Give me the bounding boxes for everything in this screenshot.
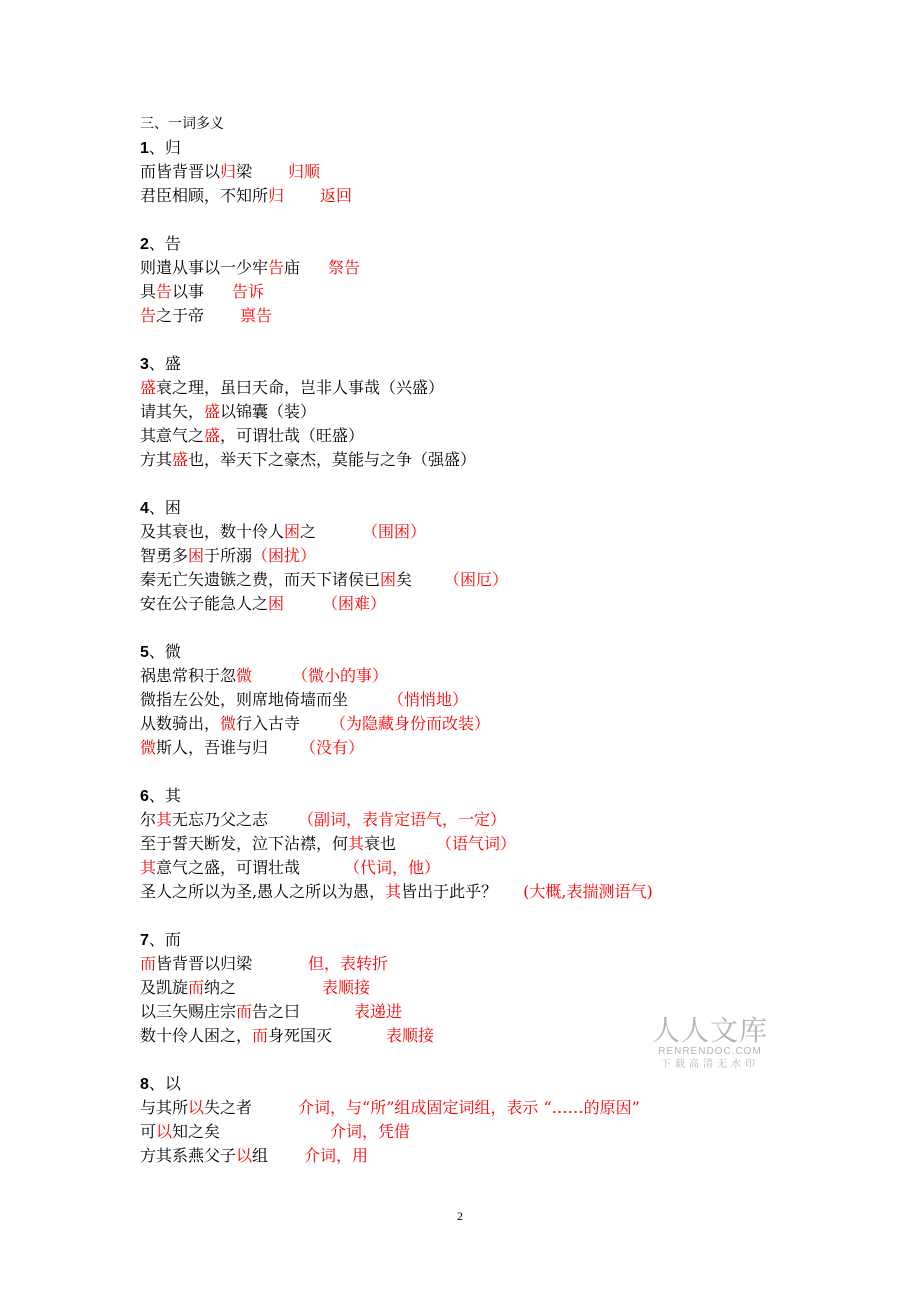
watermark-url: RENRENDOC.COM (658, 1046, 762, 1057)
highlighted-text: 归 (268, 186, 285, 205)
highlighted-text: 困 (380, 570, 397, 589)
sentence-text: 于所溺 (204, 546, 253, 565)
group-character: 而 (164, 930, 181, 949)
example-line (140, 808, 840, 832)
group-number: 7 (140, 932, 149, 949)
group-spacer (140, 904, 840, 928)
highlighted-text: 微 (140, 738, 157, 757)
group-character: 其 (164, 786, 181, 805)
sentence-text: 其意气之 (140, 426, 205, 445)
highlighted-text: 告 (140, 306, 157, 325)
meaning-text: （困厄） (444, 570, 509, 589)
sentence-text: 之 (300, 522, 317, 541)
highlighted-text: 其 (385, 882, 402, 901)
sentence-text: 组 (252, 1146, 269, 1165)
sentence-text: 君臣相顾，不知所 (140, 186, 269, 205)
group-heading: 1、归 (140, 138, 181, 157)
meaning-text: （围困） (362, 522, 427, 541)
example-line (140, 736, 840, 760)
group-character: 微 (164, 642, 181, 661)
meaning-text: 祭告 (328, 258, 361, 277)
highlighted-text: 微 (220, 714, 237, 733)
highlighted-text: 盛 (172, 450, 189, 469)
sentence-text: 纳之 (204, 978, 237, 997)
highlighted-text: 其 (348, 834, 365, 853)
highlighted-text: （困扰） (252, 546, 317, 565)
sentence-text: 皆出于此乎？ (401, 882, 498, 901)
sentence-text: 以三矢赐庄宗 (140, 1002, 237, 1021)
sentence-text: 及其衰也，数十伶人 (140, 522, 285, 541)
highlighted-text: 其 (156, 810, 173, 829)
meaning-text: (大概,表揣测语气) (523, 882, 653, 901)
document-body (140, 112, 840, 1168)
meaning-text: （困难） (322, 594, 387, 613)
sentence-text: 皆背晋以归梁 (156, 954, 253, 973)
sentence-text: 而皆背晋以 (140, 162, 221, 181)
meaning-text: （没有） (300, 738, 365, 757)
example-line (140, 280, 840, 304)
group-character: 困 (164, 498, 181, 517)
sentence-text: 告之曰 (252, 1002, 301, 1021)
sentence-text: 智勇多 (140, 546, 189, 565)
sentence-text: 秦无亡矢遗镞之费，而天下诸侯已 (140, 570, 381, 589)
example-line (140, 688, 840, 712)
group-spacer (140, 760, 840, 784)
example-line (140, 832, 840, 856)
example-line (140, 856, 840, 880)
highlighted-text: 而 (236, 1002, 253, 1021)
group-heading: 3、盛 (140, 354, 181, 373)
highlighted-text: 微 (236, 666, 253, 685)
sentence-text: 从数骑出， (140, 714, 221, 733)
meaning-text: （副词，表肯定语气，一定） (298, 810, 507, 829)
group-number: 1 (140, 140, 149, 157)
watermark-subtitle: 下载高清无水印 (661, 1059, 759, 1070)
sentence-text: 请其矢， (140, 402, 205, 421)
highlighted-text: 归 (220, 162, 237, 181)
sentence-text: 则遣从事以一少牢 (140, 258, 269, 277)
meaning-text: 归顺 (288, 162, 321, 181)
example-line (140, 568, 840, 592)
highlighted-text: 盛 (204, 426, 221, 445)
example-line (140, 184, 840, 208)
word-group (140, 640, 840, 760)
sentence-text: ，可谓壮哉（旺盛） (220, 426, 365, 445)
sentence-text: 斯人，吾谁与归 (156, 738, 269, 757)
group-number: 6 (140, 788, 149, 805)
word-group (140, 496, 840, 616)
sentence-text: 也，举天下之豪杰，莫能与之争（强盛） (188, 450, 477, 469)
example-line (140, 880, 840, 904)
sentence-text: 庙 (284, 258, 301, 277)
example-line (140, 1144, 840, 1168)
group-character: 归 (164, 138, 181, 157)
page-number: 2 (457, 1209, 463, 1223)
example-line (140, 448, 840, 472)
example-line (140, 1096, 840, 1120)
highlighted-text: 盛 (140, 378, 157, 397)
meaning-text: （为隐藏身份而改装） (330, 714, 491, 733)
example-line (140, 376, 840, 400)
example-line (140, 1120, 840, 1144)
sentence-text: 衰也 (364, 834, 397, 853)
sentence-text: 衰之理，虽曰天命，岂非人事哉（兴盛） (156, 378, 445, 397)
highlighted-text: 以 (236, 1146, 253, 1165)
group-number: 5 (140, 644, 149, 661)
meaning-text: （代词，他） (344, 858, 441, 877)
sentence-text: 祸患常积于忽 (140, 666, 237, 685)
word-group (140, 1072, 840, 1168)
example-line (140, 256, 840, 280)
highlighted-text: 困 (268, 594, 285, 613)
sentence-text: 行入古寺 (236, 714, 301, 733)
section-title: 三、一词多义 (140, 116, 224, 132)
sentence-text: 圣人之所以为圣,愚人之所以为愚， (140, 882, 386, 901)
group-number: 8 (140, 1076, 149, 1093)
group-number: 3 (140, 356, 149, 373)
example-line (140, 160, 840, 184)
sentence-text: 矣 (396, 570, 413, 589)
group-heading: 6、其 (140, 786, 181, 805)
meaning-text: （语气词） (436, 834, 517, 853)
meaning-text: 表顺接 (322, 978, 371, 997)
sentence-text: 可 (140, 1122, 157, 1141)
sentence-text: 意气之盛，可谓壮哉 (156, 858, 301, 877)
meaning-text: 告诉 (232, 282, 265, 301)
meaning-text: 介词，与“所”组成固定词组，表示 “……的原因” (298, 1098, 640, 1117)
group-character: 以 (164, 1074, 181, 1093)
sentence-text: 与其所 (140, 1098, 189, 1117)
meaning-text: 表顺接 (386, 1026, 435, 1045)
sentence-text: 安在公子能急人之 (140, 594, 269, 613)
group-number: 4 (140, 500, 149, 517)
highlighted-text: 困 (284, 522, 301, 541)
sentence-text: 至于誓天断发，泣下沾襟，何 (140, 834, 349, 853)
group-spacer (140, 616, 840, 640)
word-group (140, 784, 840, 904)
group-heading: 8、以 (140, 1074, 181, 1093)
watermark-title: 人人文库 (651, 1014, 768, 1047)
example-line (140, 592, 840, 616)
example-line (140, 664, 840, 688)
sentence-text: 以锦囊（装） (220, 402, 317, 421)
example-line (140, 400, 840, 424)
sentence-text: 具 (140, 282, 157, 301)
highlighted-text: 告 (156, 282, 173, 301)
example-line (140, 712, 840, 736)
group-heading: 5、微 (140, 642, 181, 661)
highlighted-text: 困 (188, 546, 205, 565)
word-group (140, 352, 840, 472)
sentence-text: 无忘乃父之志 (172, 810, 269, 829)
word-group (140, 136, 840, 208)
sentence-text: 知之矣 (172, 1122, 221, 1141)
example-line (140, 544, 840, 568)
highlighted-text: 而 (252, 1026, 269, 1045)
sentence-text: 梁 (236, 162, 253, 181)
sentence-text: 尔 (140, 810, 157, 829)
meaning-text: 介词，用 (304, 1146, 369, 1165)
group-heading: 7、而 (140, 930, 181, 949)
sentence-text: 失之者 (204, 1098, 253, 1117)
example-line (140, 304, 840, 328)
meaning-text: （悄悄地） (388, 690, 469, 709)
sentence-text: 微指左公处，则席地倚墙而坐 (140, 690, 349, 709)
meaning-text: 介词，凭借 (330, 1122, 411, 1141)
example-line (140, 976, 840, 1000)
sentence-text: 之于帝 (156, 306, 205, 325)
highlighted-text: 而 (188, 978, 205, 997)
sentence-text: 以事 (172, 282, 205, 301)
meaning-text: 返回 (320, 186, 353, 205)
example-line (140, 520, 840, 544)
group-spacer (140, 208, 840, 232)
sentence-text: 数十伶人困之， (140, 1026, 253, 1045)
group-heading: 2、告 (140, 234, 181, 253)
highlighted-text: 其 (140, 858, 157, 877)
meaning-text: （微小的事） (292, 666, 389, 685)
highlighted-text: 以 (156, 1122, 173, 1141)
watermark-logo (648, 1016, 772, 1072)
sentence-text: 及凯旋 (140, 978, 189, 997)
meaning-text: 表递进 (354, 1002, 403, 1021)
group-character: 盛 (164, 354, 181, 373)
meaning-text: 禀告 (240, 306, 273, 325)
highlighted-text: 以 (188, 1098, 205, 1117)
sentence-text: 方其系燕父子 (140, 1146, 237, 1165)
example-line (140, 424, 840, 448)
highlighted-text: 而 (140, 954, 157, 973)
group-spacer (140, 472, 840, 496)
highlighted-text: 盛 (204, 402, 221, 421)
meaning-text: 但，表转折 (308, 954, 389, 973)
highlighted-text: 告 (268, 258, 285, 277)
example-line (140, 952, 840, 976)
group-spacer (140, 328, 840, 352)
group-character: 告 (164, 234, 181, 253)
word-group (140, 232, 840, 328)
sentence-text: 身死国灭 (268, 1026, 333, 1045)
sentence-text: 方其 (140, 450, 173, 469)
group-number: 2 (140, 236, 149, 253)
group-heading: 4、困 (140, 498, 181, 517)
